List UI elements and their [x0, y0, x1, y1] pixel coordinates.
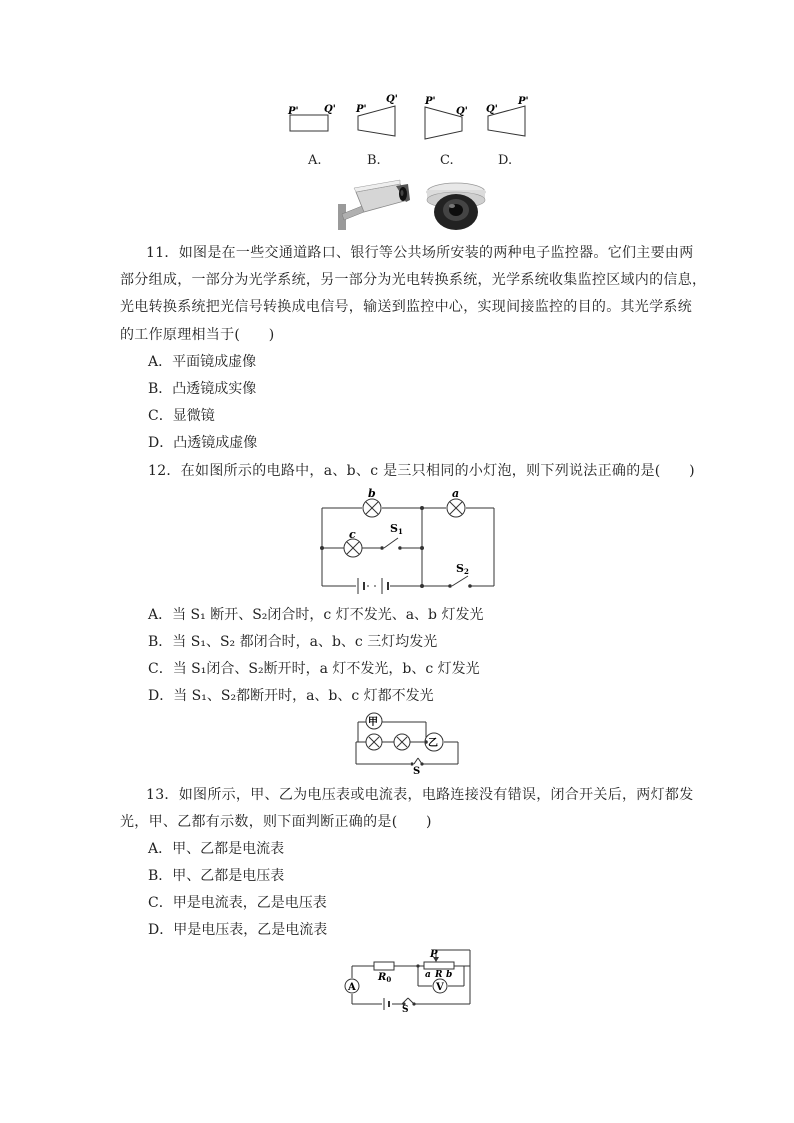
shape-b-label-q: Q': [386, 94, 398, 105]
q14-switch-label: S: [402, 1005, 409, 1012]
lamp-c-label: c: [349, 528, 356, 541]
q12-option-c: C．当 S₁闭合、S₂断开时，a 灯不发光，b、c 灯发光: [148, 661, 480, 677]
resistor-r0: [374, 962, 394, 970]
q10-option-b: B.: [367, 153, 381, 168]
lamp-a: [447, 499, 465, 517]
q10-shapes-figure: [280, 92, 540, 142]
q13-stem-line-2: 光，甲、乙都有示数，则下面判断正确的是( ): [120, 814, 432, 830]
q13-stem-line-1: 13．如图所示，甲、乙为电压表或电流表，电路连接没有错误，闭合开关后，两灯都发: [146, 787, 694, 803]
q10-option-d: D.: [498, 153, 513, 168]
meter-jia-label: 甲: [368, 717, 378, 728]
q13-option-c: C．甲是电流表，乙是电压表: [148, 895, 327, 911]
q10-option-c: C.: [440, 153, 454, 168]
shape-c-label-q: Q': [456, 106, 468, 117]
shape-a-label-p: P': [288, 106, 299, 117]
q11-stem-line-4: 的工作原理相当于( ): [120, 327, 275, 343]
slider-p-label: P: [430, 949, 438, 960]
lamp-b: [363, 499, 381, 517]
shape-c-label-p: P': [425, 96, 436, 107]
q12-option-a: A．当 S₁ 断开、S₂闭合时，c 灯不发光、a、b 灯发光: [148, 607, 484, 623]
q13-option-b: B．甲、乙都是电压表: [148, 868, 285, 884]
shape-d-label-p: P': [518, 96, 529, 107]
shape-a: [290, 115, 328, 131]
q11-stem-line-1: 11．如图是在一些交通道路口、银行等公共场所安装的两种电子监控器。它们主要由两: [146, 245, 694, 261]
switch-s2-label: S2: [456, 562, 469, 576]
q13-lamp-2: [394, 734, 410, 750]
q13-switch-label: S: [413, 766, 421, 774]
ammeter-label: A: [348, 982, 356, 993]
q12-stem: 12．在如图所示的电路中，a、b、c 是三只相同的小灯泡，则下列说法正确的是( ): [148, 463, 695, 479]
q11-stem-line-2: 部分组成，一部分为光学系统，另一部分为光电转换系统，光学系统收集监控区域内的信息，: [120, 272, 707, 288]
q13-lamp-1: [366, 734, 382, 750]
q11-option-b: B．凸透镜成实像: [148, 381, 257, 397]
q14-circuit-diagram: [338, 946, 476, 1012]
rheostat-r-label: R: [435, 970, 443, 980]
voltmeter-label: V: [436, 982, 444, 993]
q12-option-b: B．当 S₁、S₂ 都闭合时，a、b、c 三灯均发光: [148, 634, 438, 650]
dome-camera-image: [425, 180, 487, 232]
lamp-b-label: b: [368, 487, 376, 500]
meter-yi-label: 乙: [428, 738, 438, 749]
q12-option-d: D．当 S₁、S₂都断开时，a、b、c 灯都不发光: [148, 688, 434, 704]
bullet-camera-image: [334, 178, 412, 232]
q13-circuit-diagram: [352, 712, 464, 774]
lamp-c: [344, 539, 362, 557]
lamp-a-label: a: [452, 487, 460, 500]
q11-stem-line-3: 光电转换系统把光信号转换成电信号，输送到监控中心，实现间接监控的目的。其光学系统: [120, 299, 692, 315]
q11-option-c: C．显微镜: [148, 408, 215, 424]
shape-a-label-q: Q': [324, 104, 336, 115]
shape-b-label-p: P': [356, 104, 367, 115]
rheostat-a-label: a: [425, 970, 431, 980]
resistor-r0-label: $R_0$: [378, 972, 392, 984]
q13-option-a: A．甲、乙都是电流表: [148, 841, 285, 857]
switch-s1-label: S1: [390, 522, 403, 536]
q13-option-d: D．甲是电压表，乙是电流表: [148, 922, 328, 938]
q11-option-a: A．平面镜成虚像: [148, 354, 257, 370]
rheostat-b-label: b: [446, 970, 453, 980]
q11-option-d: D．凸透镜成虚像: [148, 435, 258, 451]
q10-option-a: A.: [308, 153, 322, 168]
shape-d-label-q: Q': [486, 104, 498, 115]
q12-circuit-diagram: [318, 486, 498, 594]
